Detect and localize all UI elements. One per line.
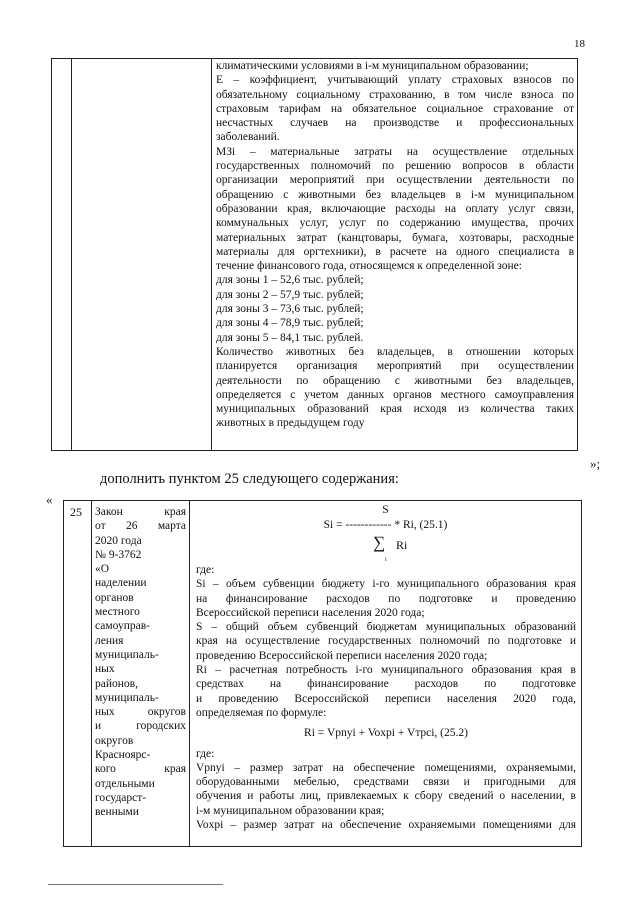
text-line: планируется организация мероприятий при осуществлении <box>216 360 574 373</box>
text-line: где: <box>196 747 215 760</box>
text-line: МЗi – материальные затраты на осуществление отдельных <box>216 145 574 158</box>
text-line: обучения и работы лиц, привлекаемых к сбору сведений о населении, в <box>196 790 576 803</box>
formula-25-2: Ri = Vpnуi + Voхpi + Vтpci, (25.2) <box>304 727 468 740</box>
text-line: деятельности по обращению с животными без владельцев, <box>216 374 574 387</box>
law-line: «О <box>95 563 110 576</box>
text-line: течение финансового года, относящемся к определенной зоне: <box>216 260 522 273</box>
text-line: и проведению Всероссийской переписи населения 2020 года, <box>196 692 576 705</box>
text-line: края на осуществление государственных полномочий по подготовке и <box>196 635 576 648</box>
table2-col-number <box>64 501 92 846</box>
text-line: определяемая по формуле: <box>196 706 327 719</box>
text-line: государственных полномочий по решению вопросов в области <box>216 160 574 173</box>
text-line: Е – коэффициент, учитывающий уплату страховых взносов по <box>216 74 574 87</box>
text-line: Vpnуi – размер затрат на обеспечение помещениями, охраняемыми, <box>196 761 576 774</box>
text-line: для зоны 4 – 78,9 тыс. рублей; <box>216 317 364 330</box>
opening-quote: « <box>46 492 53 507</box>
text-line: определяется с учетом данных органов местного самоуправления <box>216 388 574 401</box>
law-line: муниципаль- <box>95 648 159 661</box>
text-line: Voхpi – размер затрат на обеспечение охраняемыми помещениями для <box>196 819 576 832</box>
text-line: организации мероприятий при осуществлении деятельности по <box>216 174 574 187</box>
law-line: самоуправ- <box>95 620 150 633</box>
text-line: образовании края, включающие расходы на оплату услуг связи, <box>216 202 574 215</box>
text-line: материальных затрат (канцтовары, бумага, хозтовары, расходные <box>216 231 574 244</box>
text-line: заболеваний. <box>216 131 280 144</box>
law-line: венными <box>95 806 139 819</box>
law-line: 2020 года <box>95 534 142 547</box>
law-line: ных округов <box>95 706 186 719</box>
text-line: обращению с животными без владельцев в i-м муниципальном <box>216 188 574 201</box>
footer-divider <box>48 884 223 885</box>
formula-denominator: Ri <box>396 538 408 552</box>
law-line: округов <box>95 734 134 747</box>
method-text <box>196 563 576 832</box>
text-line: несчастных случаев на производстве и профессиональных <box>216 117 574 130</box>
law-line: кого края <box>95 763 186 776</box>
table2-col-method <box>190 501 581 846</box>
law-line: ления <box>95 634 124 647</box>
law-line: и городских <box>95 720 186 733</box>
text-line: где: <box>196 564 215 576</box>
row-number: 25 <box>70 505 82 519</box>
text-line: животных в предыдущем году <box>216 417 365 430</box>
text-line: страховым тарифам на обязательное социальное страхование от <box>216 102 574 115</box>
text-line: материалы для оргтехники), в расчете на одного специалиста в <box>216 245 574 258</box>
text-line: Количество животных без владельцев, в отношении которых <box>216 345 574 358</box>
text-line: проведению Всероссийской переписи населения 2020 года; <box>196 649 488 662</box>
text-line: коммунальных услуг, услуг по содержанию имущества, прочих <box>216 217 574 230</box>
table-item-25 <box>63 500 582 847</box>
table1-col-method <box>212 59 577 450</box>
table2-col-law <box>91 501 190 846</box>
text-line: для зоны 1 – 52,6 тыс. рублей; <box>216 274 364 287</box>
law-line: органов <box>95 591 134 604</box>
table1-col-law <box>71 59 212 450</box>
text-line: i-м муниципальном образовании края; <box>196 804 385 817</box>
text-line: оборудованными мебелью, средствами связи и пригодными для <box>196 776 576 789</box>
text-line: климатическими условиями в i-м муниципальном образовании; <box>216 60 529 72</box>
text-line: обязательному социальному страхованию, в том числе взноса по <box>216 88 574 101</box>
text-line: муниципальных образований края исходя из количества таких <box>216 403 574 416</box>
formula-25-1: Si = ------------ * Ri, (25.1) <box>323 519 448 531</box>
text-line: Ri – расчетная потребность i-го муниципального образования края в <box>196 664 576 677</box>
sigma-subscript: i <box>385 557 387 563</box>
text-line: для зоны 2 – 57,9 тыс. рублей; <box>216 288 364 301</box>
sigma-symbol: ∑ <box>373 533 386 552</box>
law-line: муниципаль- <box>95 691 159 704</box>
law-reference <box>95 505 186 820</box>
text-line: S – общий объем субвенций бюджетам муниципальных образований <box>196 621 576 634</box>
formula-numerator: S <box>382 504 389 516</box>
law-line: № 9-3762 <box>95 548 142 561</box>
law-line: наделении <box>95 577 147 590</box>
law-line: районов, <box>95 677 138 690</box>
text-line: на финансирование расходов по подготовке и проведению <box>196 592 576 605</box>
text-line: средствах на финансирование расходов по подготовке <box>196 678 576 691</box>
law-line: Закон края <box>95 506 186 518</box>
text-line: Всероссийской переписи населения 2020 года; <box>196 606 425 619</box>
law-line: местного <box>95 606 140 619</box>
table1-col-number <box>52 59 72 450</box>
text-line: для зоны 5 – 84,1 тыс. рублей. <box>216 331 364 344</box>
law-line: ных <box>95 663 115 676</box>
intro-sentence: дополнить пунктом 25 следующего содержания: <box>100 471 399 487</box>
page-number: 18 <box>574 38 585 50</box>
law-line: отдельными <box>95 777 155 790</box>
law-line: Красноярс- <box>95 749 151 762</box>
law-line: государст- <box>95 791 147 804</box>
closing-mark: »; <box>590 456 601 471</box>
table-continuation <box>51 58 578 451</box>
law-line: от 26 марта <box>95 520 186 533</box>
text-line: Si – объем субвенции бюджету i-го муниципального образования края <box>196 578 576 591</box>
text-line: для зоны 3 – 73,6 тыс. рублей; <box>216 303 364 316</box>
